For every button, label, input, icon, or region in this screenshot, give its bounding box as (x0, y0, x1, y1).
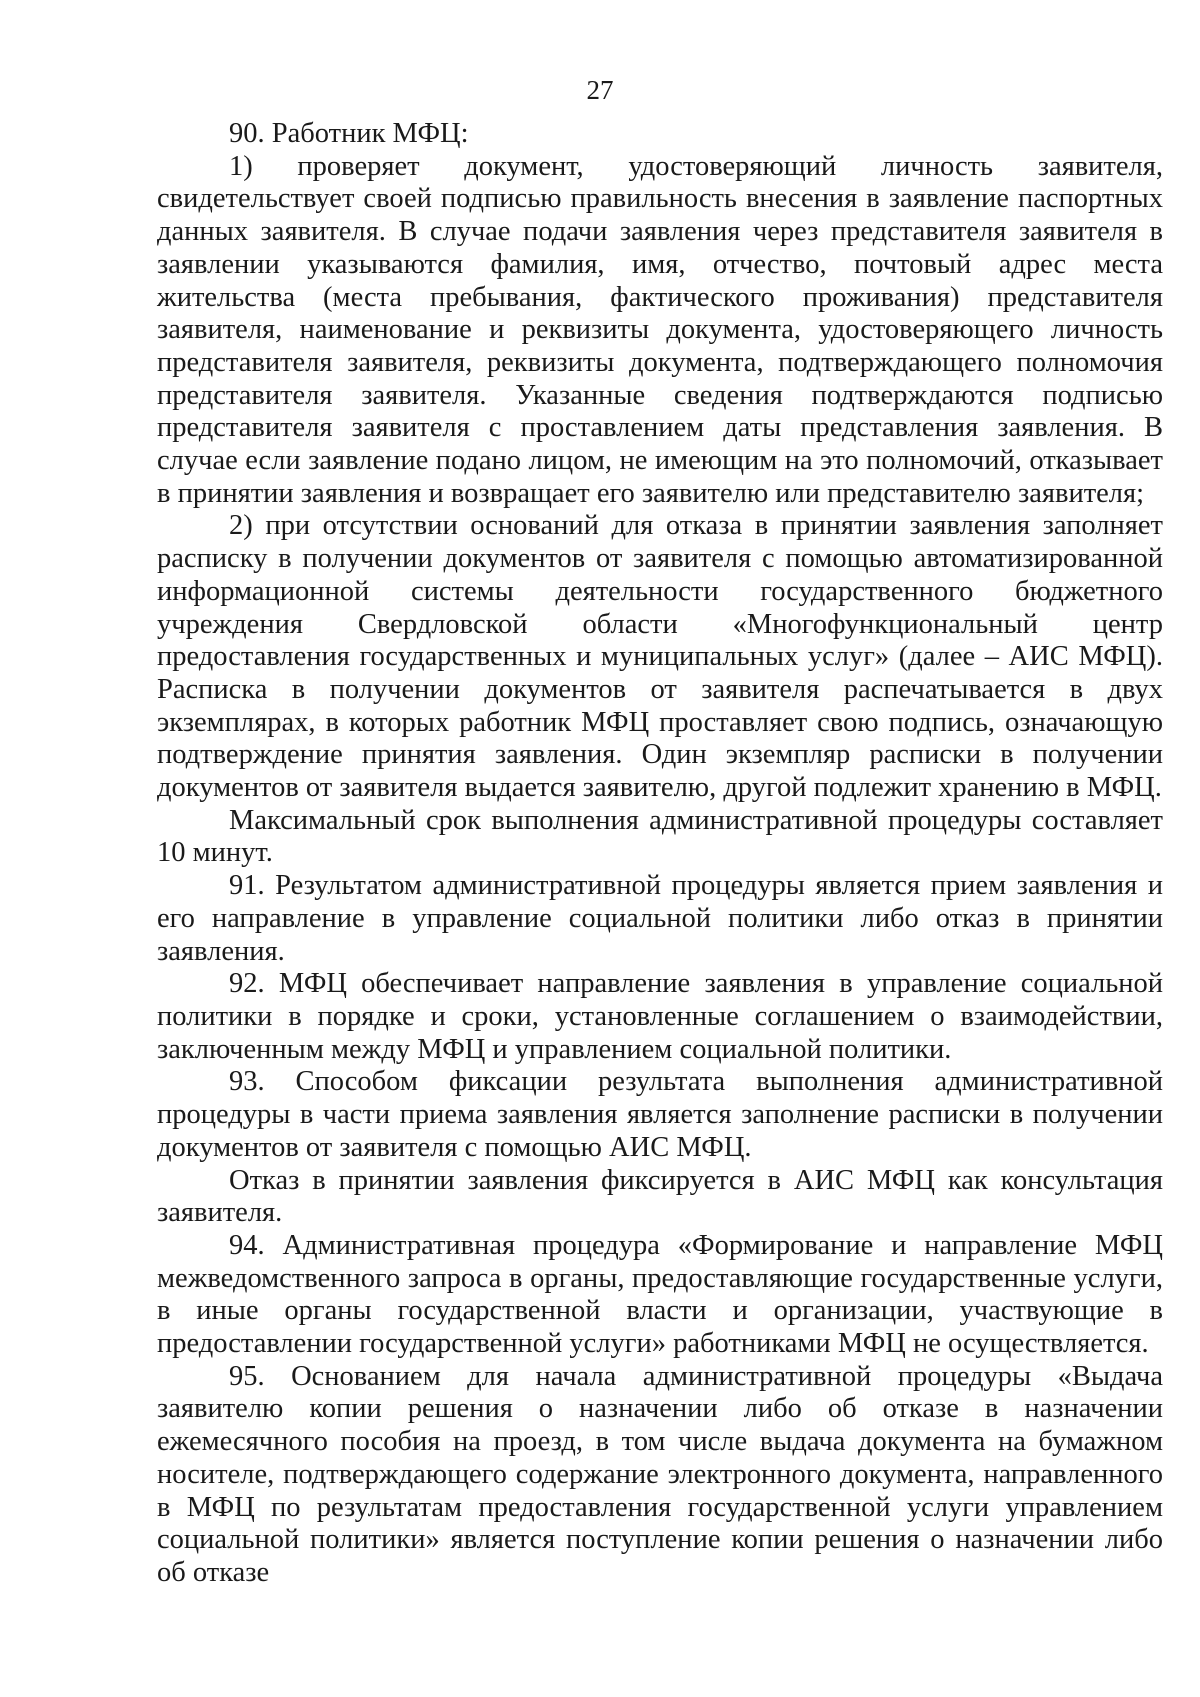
paragraph-max-time: Максимальный срок выполнения административной процедуры составляет 10 минут. (157, 804, 1163, 869)
paragraph-90-item-2: 2) при отсутствии оснований для отказа в принятии заявления заполняет расписку в получении документов от заявителя с помощью автоматизированной информационной системы деятельности государственного бюджетного учреждения Свердловской области «Многофункциональный центр предоставления государственных и муниципальных услуг» (далее – АИС МФЦ). Расписка в получении документов от заявителя распечатывается в двух экземплярах, в которых работник МФЦ проставляет свою подпись, означающую подтверждение принятия заявления. Один экземпляр расписки в получении документов от заявителя выдается заявителю, другой подлежит хранению в МФЦ. (157, 510, 1163, 804)
paragraph-90-heading: 90. Работник МФЦ: (229, 118, 469, 149)
paragraph-92: 92. МФЦ обеспечивает направление заявления в управление социальной политики в порядке и сроки, установленные соглашением о взаимодействии, заключенным между МФЦ и управлением социальной политики. (157, 968, 1163, 1065)
paragraph-91: 91. Результатом административной процедуры является прием заявления и его направление в управление социальной политики либо отказ в принятии заявления. (157, 870, 1163, 967)
page-number: 27 (586, 75, 614, 105)
paragraph-90-item-1: 1) проверяет документ, удостоверяющий личность заявителя, свидетельствует своей подписью правильность внесения в заявление паспортных данных заявителя. В случае подачи заявления через представителя заявителя в заявлении указываются фамилия, имя, отчество, почтовый адрес места жительства (места пребывания, фактического проживания) представителя заявителя, наименование и реквизиты документа, удостоверяющего личность представителя заявителя, реквизиты документа, подтверждающего полномочия представителя заявителя. Указанные сведения подтверждаются подписью представителя заявителя с проставлением даты представления заявления. В случае если заявление подано лицом, не имеющим на это полномочий, отказывает в принятии заявления и возвращает его заявителю или представителю заявителя; (157, 150, 1163, 509)
paragraph-94: 94. Административная процедура «Формирование и направление МФЦ межведомственного запроса в органы, предоставляющие государственные услуги, в иные органы государственной власти и организации, участвующие в предоставлении государственной услуги» работниками МФЦ не осуществляется. (157, 1229, 1163, 1360)
paragraph-refusal: Отказ в принятии заявления фиксируется в АИС МФЦ как консультация заявителя. (157, 1164, 1163, 1229)
paragraph-95: 95. Основанием для начала административной процедуры «Выдача заявителю копии решения о назначении либо об отказе в назначении ежемесячного пособия на проезд, в том числе выдача документа на бумажном носителе, подтверждающего содержание электронного документа, направленного в МФЦ по результатам предоставления государственной услуги управлением социальной политики» является поступление копии решения о назначении либо об отказе (157, 1360, 1163, 1588)
document-body (157, 118, 1163, 1590)
paragraph-93: 93. Способом фиксации результата выполнения административной процедуры в части приема заявления является заполнение расписки в получении документов от заявителя с помощью АИС МФЦ. (157, 1066, 1163, 1163)
